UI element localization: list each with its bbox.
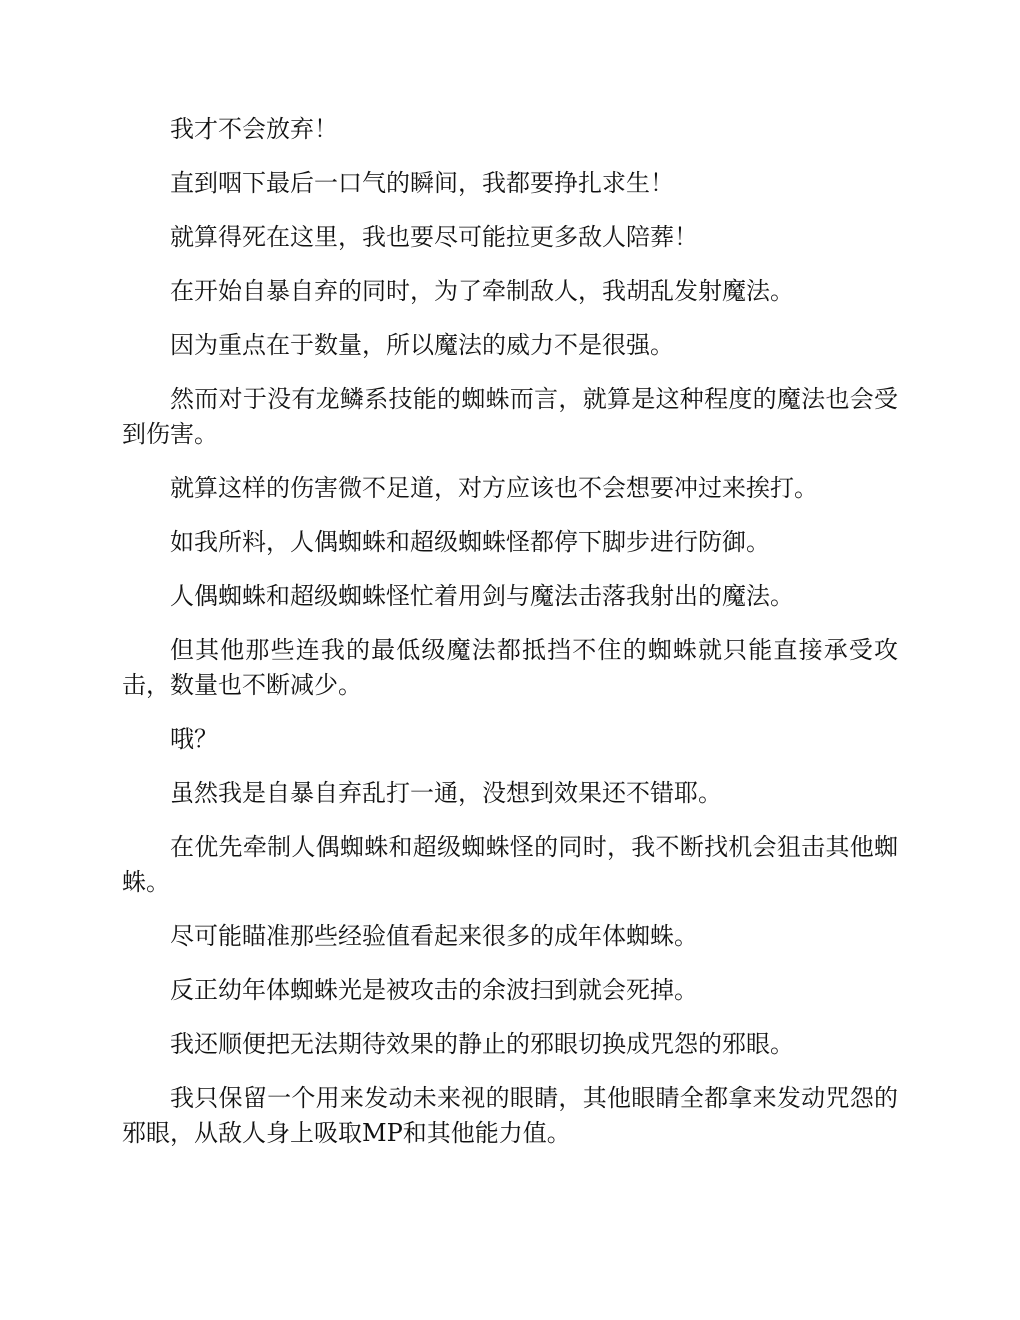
paragraph-7: 就算这样的伤害微不足道，对方应该也不会想要冲过来挨打。 [170,474,818,502]
paragraph-8: 如我所料，人偶蜘蛛和超级蜘蛛怪都停下脚步进行防御。 [170,528,770,556]
paragraph-3: 就算得死在这里，我也要尽可能拉更多敌人陪葬！ [170,223,698,251]
paragraph-13: 在优先牵制人偶蜘蛛和超级蜘蛛怪的同时，我不断找机会狙击其他蜘蛛。 [122,833,898,896]
paragraph-5: 因为重点在于数量，所以魔法的威力不是很强。 [170,331,674,359]
paragraph-2: 直到咽下最后一口气的瞬间，我都要挣扎求生！ [170,169,674,197]
paragraph-1: 我才不会放弃！ [170,115,338,143]
paragraph-15: 反正幼年体蜘蛛光是被攻击的余波扫到就会死掉。 [170,976,698,1004]
document-page [122,112,898,1170]
paragraph-16: 我还顺便把无法期待效果的静止的邪眼切换成咒怨的邪眼。 [170,1030,794,1058]
paragraph-17: 我只保留一个用来发动未来视的眼睛，其他眼睛全都拿来发动咒怨的邪眼，从敌人身上吸取MP和其他能力值。 [122,1084,898,1147]
paragraph-10: 但其他那些连我的最低级魔法都抵挡不住的蜘蛛就只能直接承受攻击，数量也不断减少。 [122,636,898,699]
paragraph-9: 人偶蜘蛛和超级蜘蛛怪忙着用剑与魔法击落我射出的魔法。 [170,582,794,610]
paragraph-11: 哦？ [170,725,218,753]
paragraph-6: 然而对于没有龙鳞系技能的蜘蛛而言，就算是这种程度的魔法也会受到伤害。 [122,385,898,448]
paragraph-4: 在开始自暴自弃的同时，为了牵制敌人，我胡乱发射魔法。 [170,277,794,305]
paragraph-12: 虽然我是自暴自弃乱打一通，没想到效果还不错耶。 [170,779,722,807]
paragraph-14: 尽可能瞄准那些经验值看起来很多的成年体蜘蛛。 [170,922,698,950]
